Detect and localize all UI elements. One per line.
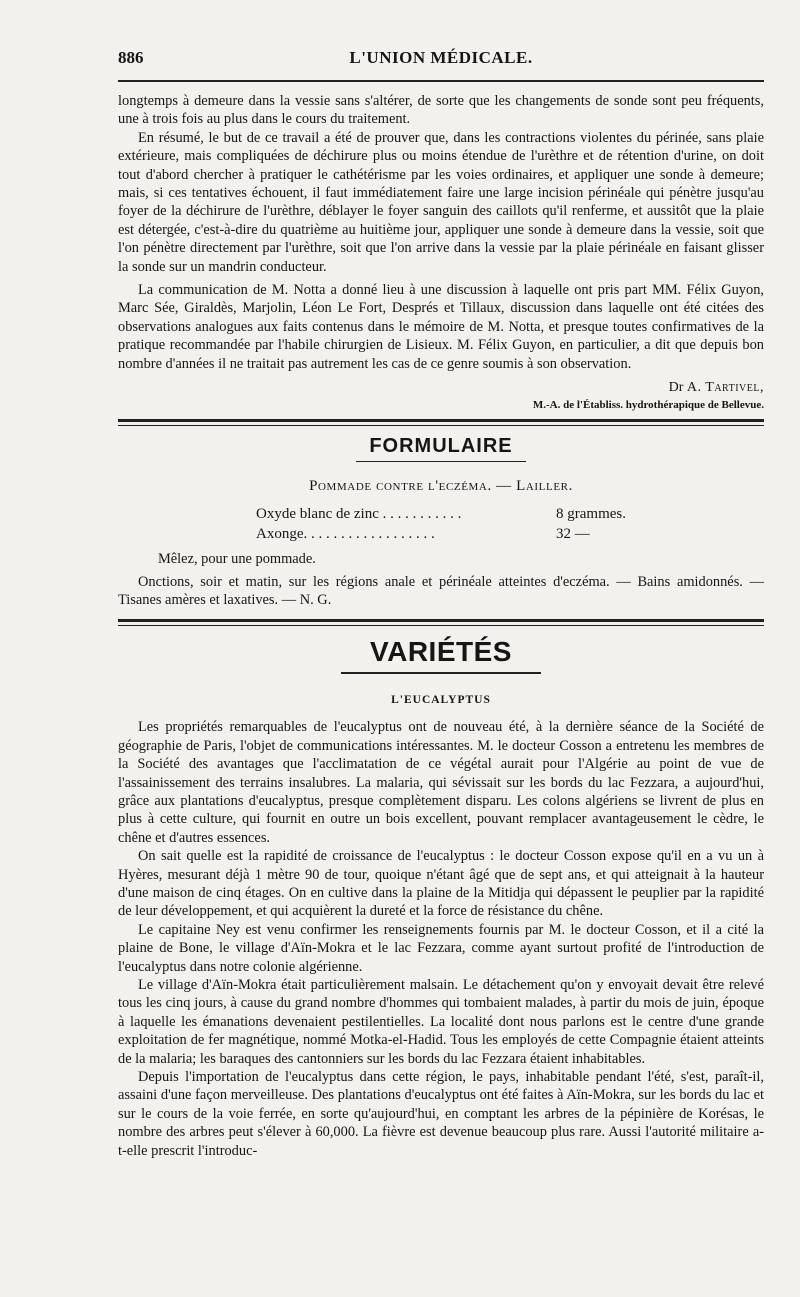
- ingredient-name: Axonge. . . . . . . . . . . . . . . . . .: [256, 526, 435, 543]
- signature: [118, 379, 764, 397]
- recipe-usage: Onctions, soir et matin, sur les régions anale et périnéale atteintes d'eczéma. — Bains amidonnés. — Tisanes amères et laxatives. — N. G.: [118, 573, 764, 608]
- ingredient-row: [256, 504, 764, 524]
- section-divider: [118, 419, 764, 426]
- ingredient-name: Oxyde blanc de zinc . . . . . . . . . . .: [256, 506, 462, 523]
- ingredient-quantity: 32 —: [556, 526, 590, 543]
- paragraph-continuation: longtemps à demeure dans la vessie sans s'altérer, de sorte que les changements de sonde sont peu fréquents, une à trois fois au plus dans le cours du traitement.: [118, 93, 764, 128]
- article-paragraph: Le capitaine Ney est venu confirmer les renseignements fournis par M. le docteur Cosson, et il a cité la plaine de Bone, le village d'Aïn-Mokra et le lac Fezzara, comme ayant surtout profité de l'introduction de l'eucalyptus dans notre colonie algérienne.: [118, 921, 764, 975]
- ingredient-row: [256, 524, 764, 544]
- signature-prefix: Dr: [668, 380, 684, 396]
- ingredient-list: [256, 504, 764, 544]
- article-paragraph: Depuis l'importation de l'eucalyptus dans cette région, le pays, inhabitable pendant l'été, s'est, paraît-il, assaini d'une façon merveilleuse. Des plantations d'eucalyptus ont été faites à Aïn-Mokra, sur les bords du lac et sur le cours de la voie ferrée, en sorte qu'aujourd'hui, en comptant les arbres de la pépinière de Korésas, le nombre des arbres peut s'élever à 60,000. La fièvre est devenue beaucoup plus rare. Aussi l'autorité militaire a-t-elle prescrit l'introduc-: [118, 1069, 764, 1159]
- page-number: 886: [118, 48, 144, 67]
- section-divider: [118, 619, 764, 626]
- formulaire-heading-rule: [356, 461, 526, 462]
- recipe-title: Pommade contre l'eczéma. — Lailler.: [309, 478, 573, 495]
- formulaire-heading: FORMULAIRE: [369, 435, 513, 458]
- paragraph-summary: En résumé, le but de ce travail a été de prouver que, dans les contractions violentes du périnée, sans plaie extérieure, mais compliquées de déchirure plus ou moins étendue de l'urèthre et de rétention d'urine, on doit tout d'abord chercher à pratiquer le cathétérisme par les voies ordinaires, et appliquer une sonde à demeure; mais, si ces tentatives échouent, il faut immédiatement faire une large incision périnéale qui pénètre jusqu'au foyer de la déchirure de l'urèthre, déblayer le foyer sanguin des caillots qu'il renferme, et aussitôt que la plaie est détergée, c'est-à-dire du quatrième au huitième jour, appliquer une sonde à demeure dans la vessie, soit que l'on pénètre directement par l'urèthre, soit que l'on arrive dans la vessie par la plaie périnéale en faisant glisser la sonde sur un mandrin conducteur.: [118, 129, 764, 275]
- varietes-heading: VARIÉTÉS: [370, 636, 512, 668]
- signature-name: A. Tartivel,: [686, 380, 764, 396]
- recipe-instruction: Mêlez, pour une pommade.: [158, 551, 316, 568]
- article-paragraph: On sait quelle est la rapidité de croissance de l'eucalyptus : le docteur Cosson expose qu'il en a vu un à Hyères, mesurant déjà 1 mètre 90 de tour, quoique n'étant âgé que de sept ans, et qui atteignait à la hauteur d'une maison de cinq étages. On en cultive dans la plaine de la Mitidja qui dépassent le peuplier par la rapidité de leur développement, et qui acquièrent la dureté et la force de résistance du chêne.: [118, 848, 764, 920]
- article-paragraph: Le village d'Aïn-Mokra était particulièrement malsain. Le détachement qu'on y envoyait devait être relevé tous les cinq jours, à cause du grand nombre d'hommes qui tombaient malades, à partir du mois de juin, époque à laquelle les émanations devenaient pestilentielles. La localité dont nous parlons est le centre d'une grande exploitation de fer magnétique, nommé Motka-el-Hadid. Tous les employés de cette Compagnie étaient atteints de la malaria; les baraques des cantonniers sur les bords du lac Fezzara étaient inhabitables.: [118, 977, 764, 1067]
- article-subtitle: L'EUCALYPTUS: [391, 694, 491, 707]
- running-title: L'UNION MÉDICALE.: [349, 48, 533, 67]
- paragraph-discussion: La communication de M. Notta a donné lieu à une discussion à laquelle ont pris part MM. Félix Guyon, Marc Sée, Giraldès, Marjolin, Léon Le Fort, Després et Tillaux, discussion dans laquelle ont été citées des observations analogues aux faits contenus dans le mémoire de M. Notta, et presque toutes confirmatives de la pratique recommandée par l'habile chirurgien de Lisieux. M. Félix Guyon, en particulier, a dit que depuis bon nombre d'années il ne traitait pas autrement les cas de ce genre soumis à son observation.: [118, 282, 764, 372]
- signature-affiliation: M.-A. de l'Établiss. hydrothérapique de Bellevue.: [532, 399, 764, 412]
- ingredient-quantity: 8 grammes.: [556, 506, 626, 523]
- header-rule: [118, 80, 764, 82]
- page-body: [118, 92, 764, 1160]
- article-paragraph: Les propriétés remarquables de l'eucalyptus ont de nouveau été, à la dernière séance de la Société de géographie de Paris, l'objet de communications intéressantes. M. le docteur Cosson a entretenu les membres de la Société des avantages que l'acclimatation de ce végétal aurait pour l'Algérie au point de vue de l'assainissement des terrains insalubres. La malaria, qui sévissait sur les bords du lac Fezzara, a aujourd'hui, grâce aux plantations d'eucalyptus, presque complètement disparu. Les colons algériens se livrent de plus en plus à cette culture, qui fournit en outre un bois excellent, pouvant remplacer avantageusement le cèdre, le chêne et d'autres essences.: [118, 719, 764, 846]
- page-header: [118, 46, 764, 74]
- varietes-heading-rule: [341, 672, 541, 674]
